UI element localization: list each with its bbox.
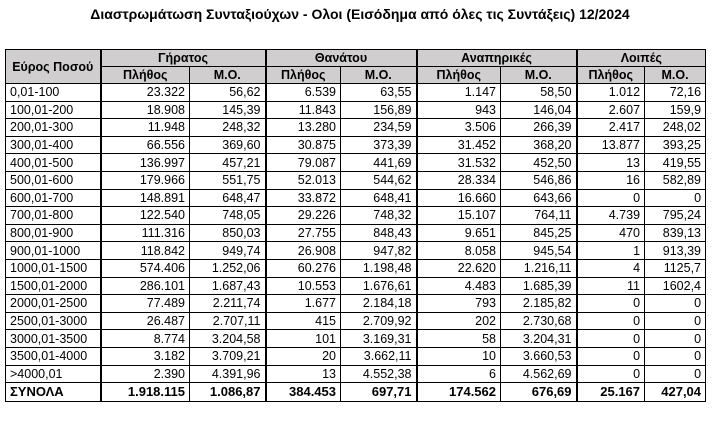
table-cell: 63,55	[341, 84, 417, 102]
table-cell: 11.843	[266, 101, 341, 119]
header-sub-avg: Μ.Ο.	[341, 67, 417, 84]
table-cell: 3.182	[101, 347, 190, 365]
page-title: Διαστρωμάτωση Συνταξιούχων - Ολοι (Εισόδημα από όλες τις Συντάξεις) 12/2024	[90, 6, 630, 22]
table-cell: 1.216,11	[501, 259, 577, 277]
table-cell: 0	[645, 312, 706, 330]
table-cell: 156,89	[341, 101, 417, 119]
table-cell: 1125,7	[645, 259, 706, 277]
table-cell: 427,04	[645, 383, 706, 402]
table-cell: 697,71	[341, 383, 417, 402]
table-cell: 3.660,53	[501, 347, 577, 365]
table-cell: 146,04	[501, 101, 577, 119]
table-cell: 544,62	[341, 171, 417, 189]
table-cell: 943	[417, 101, 501, 119]
table-row	[6, 154, 706, 172]
table-row	[6, 224, 706, 242]
table-cell: 1.086,87	[190, 383, 266, 402]
table-cell: 13	[577, 154, 645, 172]
table-cell: 1.012	[577, 84, 645, 102]
table-cell: 1.918.115	[101, 383, 190, 402]
table-cell: 72,16	[645, 84, 706, 102]
table-cell: 145,39	[190, 101, 266, 119]
table-cell: 0	[577, 295, 645, 313]
table-cell: 122.540	[101, 207, 190, 225]
table-cell: 118.842	[101, 242, 190, 260]
table-row	[6, 101, 706, 119]
table-row	[6, 207, 706, 225]
table-cell: 850,03	[190, 224, 266, 242]
table-cell: 4.739	[577, 207, 645, 225]
table-cell: 6.539	[266, 84, 341, 102]
header-group-old-age: Γήρατος	[101, 50, 266, 67]
table-cell: 845,25	[501, 224, 577, 242]
table-cell: 2.730,68	[501, 312, 577, 330]
table-cell: 27.755	[266, 224, 341, 242]
table-cell: 26.908	[266, 242, 341, 260]
table-cell: 848,43	[341, 224, 417, 242]
row-label-cell: 0,01-100	[6, 84, 101, 102]
table-cell: 8.058	[417, 242, 501, 260]
row-label-cell: >4000,01	[6, 365, 101, 383]
table-cell: 4.483	[417, 277, 501, 295]
table-cell: 174.562	[417, 383, 501, 402]
table-cell: 913,39	[645, 242, 706, 260]
table-row	[6, 277, 706, 295]
table-row	[6, 330, 706, 348]
table-cell: 643,66	[501, 189, 577, 207]
row-label-cell: 2000,01-2500	[6, 295, 101, 313]
table-cell: 159,9	[645, 101, 706, 119]
table-cell: 793	[417, 295, 501, 313]
table-cell: 4.552,38	[341, 365, 417, 383]
table-cell: 10	[417, 347, 501, 365]
table-cell: 0	[645, 365, 706, 383]
row-label-cell: 100,01-200	[6, 101, 101, 119]
header-sub-avg: Μ.Ο.	[190, 67, 266, 84]
table-row	[6, 312, 706, 330]
table-cell: 31.532	[417, 154, 501, 172]
table-cell: 33.872	[266, 189, 341, 207]
table-cell: 29.226	[266, 207, 341, 225]
table-cell: 384.453	[266, 383, 341, 402]
table-cell: 2.185,82	[501, 295, 577, 313]
table-cell: 20	[266, 347, 341, 365]
table-cell: 11	[577, 277, 645, 295]
header-sub-count: Πλήθος	[577, 67, 645, 84]
table-cell: 58	[417, 330, 501, 348]
table-cell: 457,21	[190, 154, 266, 172]
table-cell: 13	[266, 365, 341, 383]
table-cell: 111.316	[101, 224, 190, 242]
table-cell: 676,69	[501, 383, 577, 402]
header-sub-count: Πλήθος	[101, 67, 190, 84]
row-label-cell: 200,01-300	[6, 119, 101, 137]
table-cell: 3.169,31	[341, 330, 417, 348]
table-cell: 10.553	[266, 277, 341, 295]
table-cell: 393,25	[645, 136, 706, 154]
table-cell: 3.204,58	[190, 330, 266, 348]
header-sub-avg: Μ.Ο.	[645, 67, 706, 84]
table-cell: 101	[266, 330, 341, 348]
table-row	[6, 119, 706, 137]
table-cell: 2.709,92	[341, 312, 417, 330]
table-cell: 202	[417, 312, 501, 330]
table-row	[6, 295, 706, 313]
table-cell: 0	[645, 189, 706, 207]
table-cell: 648,41	[341, 189, 417, 207]
table-cell: 77.489	[101, 295, 190, 313]
table-cell: 4	[577, 259, 645, 277]
table-cell: 4.391,96	[190, 365, 266, 383]
table-cell: 23.322	[101, 84, 190, 102]
row-label-cell: 3000,01-3500	[6, 330, 101, 348]
table-cell: 415	[266, 312, 341, 330]
table-row	[6, 347, 706, 365]
table-cell: 6	[417, 365, 501, 383]
table-cell: 2.707,11	[190, 312, 266, 330]
table-cell: 0	[577, 365, 645, 383]
table-cell: 234,59	[341, 119, 417, 137]
table-cell: 0	[577, 189, 645, 207]
table-cell: 25.167	[577, 383, 645, 402]
table-cell: 31.452	[417, 136, 501, 154]
row-label-cell: 1500,01-2000	[6, 277, 101, 295]
header-group-death: Θανάτου	[266, 50, 417, 67]
header-sub-avg: Μ.Ο.	[501, 67, 577, 84]
table-cell: 79.087	[266, 154, 341, 172]
table-cell: 2.390	[101, 365, 190, 383]
row-label-cell: 800,01-900	[6, 224, 101, 242]
row-label-cell: 400,01-500	[6, 154, 101, 172]
table-cell: 52.013	[266, 171, 341, 189]
table-cell: 764,11	[501, 207, 577, 225]
table-cell: 839,13	[645, 224, 706, 242]
table-cell: 1	[577, 242, 645, 260]
table-cell: 26.487	[101, 312, 190, 330]
table-cell: 22.620	[417, 259, 501, 277]
table-row	[6, 171, 706, 189]
pensioners-table	[5, 49, 706, 402]
row-label-cell: 3500,01-4000	[6, 347, 101, 365]
table-cell: 11.948	[101, 119, 190, 137]
table-cell: 8.774	[101, 330, 190, 348]
table-cell: 3.709,21	[190, 347, 266, 365]
header-group-other: Λοιπές	[577, 50, 706, 67]
table-cell: 136.997	[101, 154, 190, 172]
table-cell: 148.891	[101, 189, 190, 207]
table-cell: 1602,4	[645, 277, 706, 295]
table-cell: 0	[577, 330, 645, 348]
table-row	[6, 84, 706, 102]
table-cell: 13.280	[266, 119, 341, 137]
table-cell: 4.562,69	[501, 365, 577, 383]
total-row	[6, 383, 706, 402]
row-label-cell: 900,01-1000	[6, 242, 101, 260]
table-cell: 248,32	[190, 119, 266, 137]
table-cell: 2.417	[577, 119, 645, 137]
table-cell: 2.607	[577, 101, 645, 119]
table-cell: 0	[645, 330, 706, 348]
table-cell: 66.556	[101, 136, 190, 154]
table-cell: 0	[645, 295, 706, 313]
table-cell: 16.660	[417, 189, 501, 207]
table-cell: 947,82	[341, 242, 417, 260]
table-cell: 949,74	[190, 242, 266, 260]
table-cell: 1.198,48	[341, 259, 417, 277]
table-cell: 0	[577, 347, 645, 365]
table-cell: 286.101	[101, 277, 190, 295]
table-cell: 28.334	[417, 171, 501, 189]
row-label-cell: 1000,01-1500	[6, 259, 101, 277]
table-row	[6, 259, 706, 277]
table-cell: 470	[577, 224, 645, 242]
table-cell: 248,02	[645, 119, 706, 137]
table-cell: 1.677	[266, 295, 341, 313]
row-label-cell: 300,01-400	[6, 136, 101, 154]
table-cell: 582,89	[645, 171, 706, 189]
table-cell: 13.877	[577, 136, 645, 154]
header-row-sub	[6, 67, 706, 84]
table-cell: 551,75	[190, 171, 266, 189]
row-label-cell: 500,01-600	[6, 171, 101, 189]
table-cell: 0	[645, 347, 706, 365]
table-cell: 18.908	[101, 101, 190, 119]
table-cell: 2.184,18	[341, 295, 417, 313]
table-cell: 1.252,06	[190, 259, 266, 277]
table-cell: 369,60	[190, 136, 266, 154]
table-row	[6, 242, 706, 260]
table-cell: 1.676,61	[341, 277, 417, 295]
table-cell: 3.506	[417, 119, 501, 137]
table-cell: 3.204,31	[501, 330, 577, 348]
header-sub-count: Πλήθος	[266, 67, 341, 84]
row-label-cell: 700,01-800	[6, 207, 101, 225]
header-sub-count: Πλήθος	[417, 67, 501, 84]
table-cell: 179.966	[101, 171, 190, 189]
table-row	[6, 136, 706, 154]
table-cell: 58,50	[501, 84, 577, 102]
table-cell: 9.651	[417, 224, 501, 242]
header-row-groups	[6, 50, 706, 67]
table-cell: 368,20	[501, 136, 577, 154]
row-label-cell: ΣΥΝΟΛΑ	[6, 383, 101, 402]
row-label-cell: 2500,01-3000	[6, 312, 101, 330]
table-cell: 3.662,11	[341, 347, 417, 365]
table-cell: 56,62	[190, 84, 266, 102]
table-cell: 945,54	[501, 242, 577, 260]
row-label-cell: 600,01-700	[6, 189, 101, 207]
header-range: Εύρος Ποσού	[6, 50, 101, 84]
table-cell: 30.875	[266, 136, 341, 154]
table-cell: 60.276	[266, 259, 341, 277]
table-cell: 1.687,43	[190, 277, 266, 295]
table-row	[6, 365, 706, 383]
table-cell: 266,39	[501, 119, 577, 137]
table-cell: 0	[577, 312, 645, 330]
header-group-disability: Αναπηρικές	[417, 50, 577, 67]
table-cell: 373,39	[341, 136, 417, 154]
table-cell: 1.147	[417, 84, 501, 102]
table-cell: 452,50	[501, 154, 577, 172]
table-cell: 546,86	[501, 171, 577, 189]
table-cell: 574.406	[101, 259, 190, 277]
table-cell: 419,55	[645, 154, 706, 172]
table-cell: 15.107	[417, 207, 501, 225]
table-cell: 16	[577, 171, 645, 189]
table-row	[6, 189, 706, 207]
table-cell: 441,69	[341, 154, 417, 172]
table-cell: 2.211,74	[190, 295, 266, 313]
table-cell: 748,32	[341, 207, 417, 225]
table-cell: 795,24	[645, 207, 706, 225]
table-cell: 1.685,39	[501, 277, 577, 295]
table-cell: 748,05	[190, 207, 266, 225]
table-cell: 648,47	[190, 189, 266, 207]
